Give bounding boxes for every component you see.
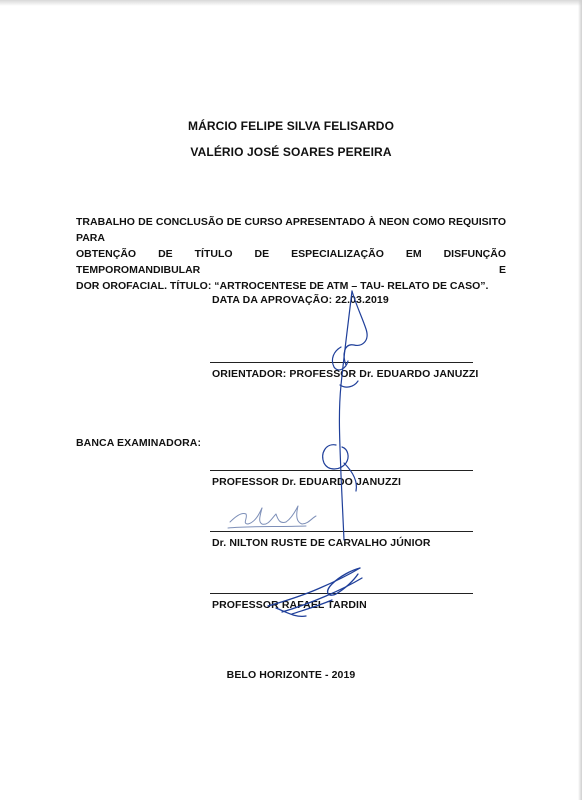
advisor-label: ORIENTADOR: PROFESSOR Dr. EDUARDO JANUZZI (212, 368, 479, 380)
location-year-footer: BELO HORIZONTE - 2019 (226, 669, 356, 681)
committee-member-2: Dr. NILTON RUSTE DE CARVALHO JÚNIOR (212, 537, 431, 549)
committee-heading: BANCA EXAMINADORA: (76, 437, 202, 449)
description-paragraph (76, 214, 506, 294)
committee-member-1: PROFESSOR Dr. EDUARDO JANUZZI (212, 476, 402, 488)
signature-tardin (262, 562, 372, 622)
signature-nilton (226, 500, 326, 534)
scan-edge-top (0, 0, 582, 6)
description-line-1: TRABALHO DE CONCLUSÃO DE CURSO APRESENTADO À NEON COMO REQUISITO PARA (76, 216, 506, 244)
description-line-3: DOR OROFACIAL. TÍTULO: “ARTROCENTESE DE ATM – TAU- RELATO DE CASO”. (76, 280, 489, 292)
committee-member-3: PROFESSOR RAFAEL TARDIN (212, 599, 367, 611)
author-name-1: MÁRCIO FELIPE SILVA FELISARDO (187, 119, 394, 133)
approval-date: DATA DA APROVAÇÃO: 22.03.2019 (212, 294, 389, 306)
author-name-2: VALÉRIO JOSÉ SOARES PEREIRA (190, 145, 392, 159)
description-line-2: OBTENÇÃO DE TÍTULO DE ESPECIALIZAÇÃO EM DISFUNÇÃO TEMPOROMANDIBULAR E (76, 248, 506, 276)
